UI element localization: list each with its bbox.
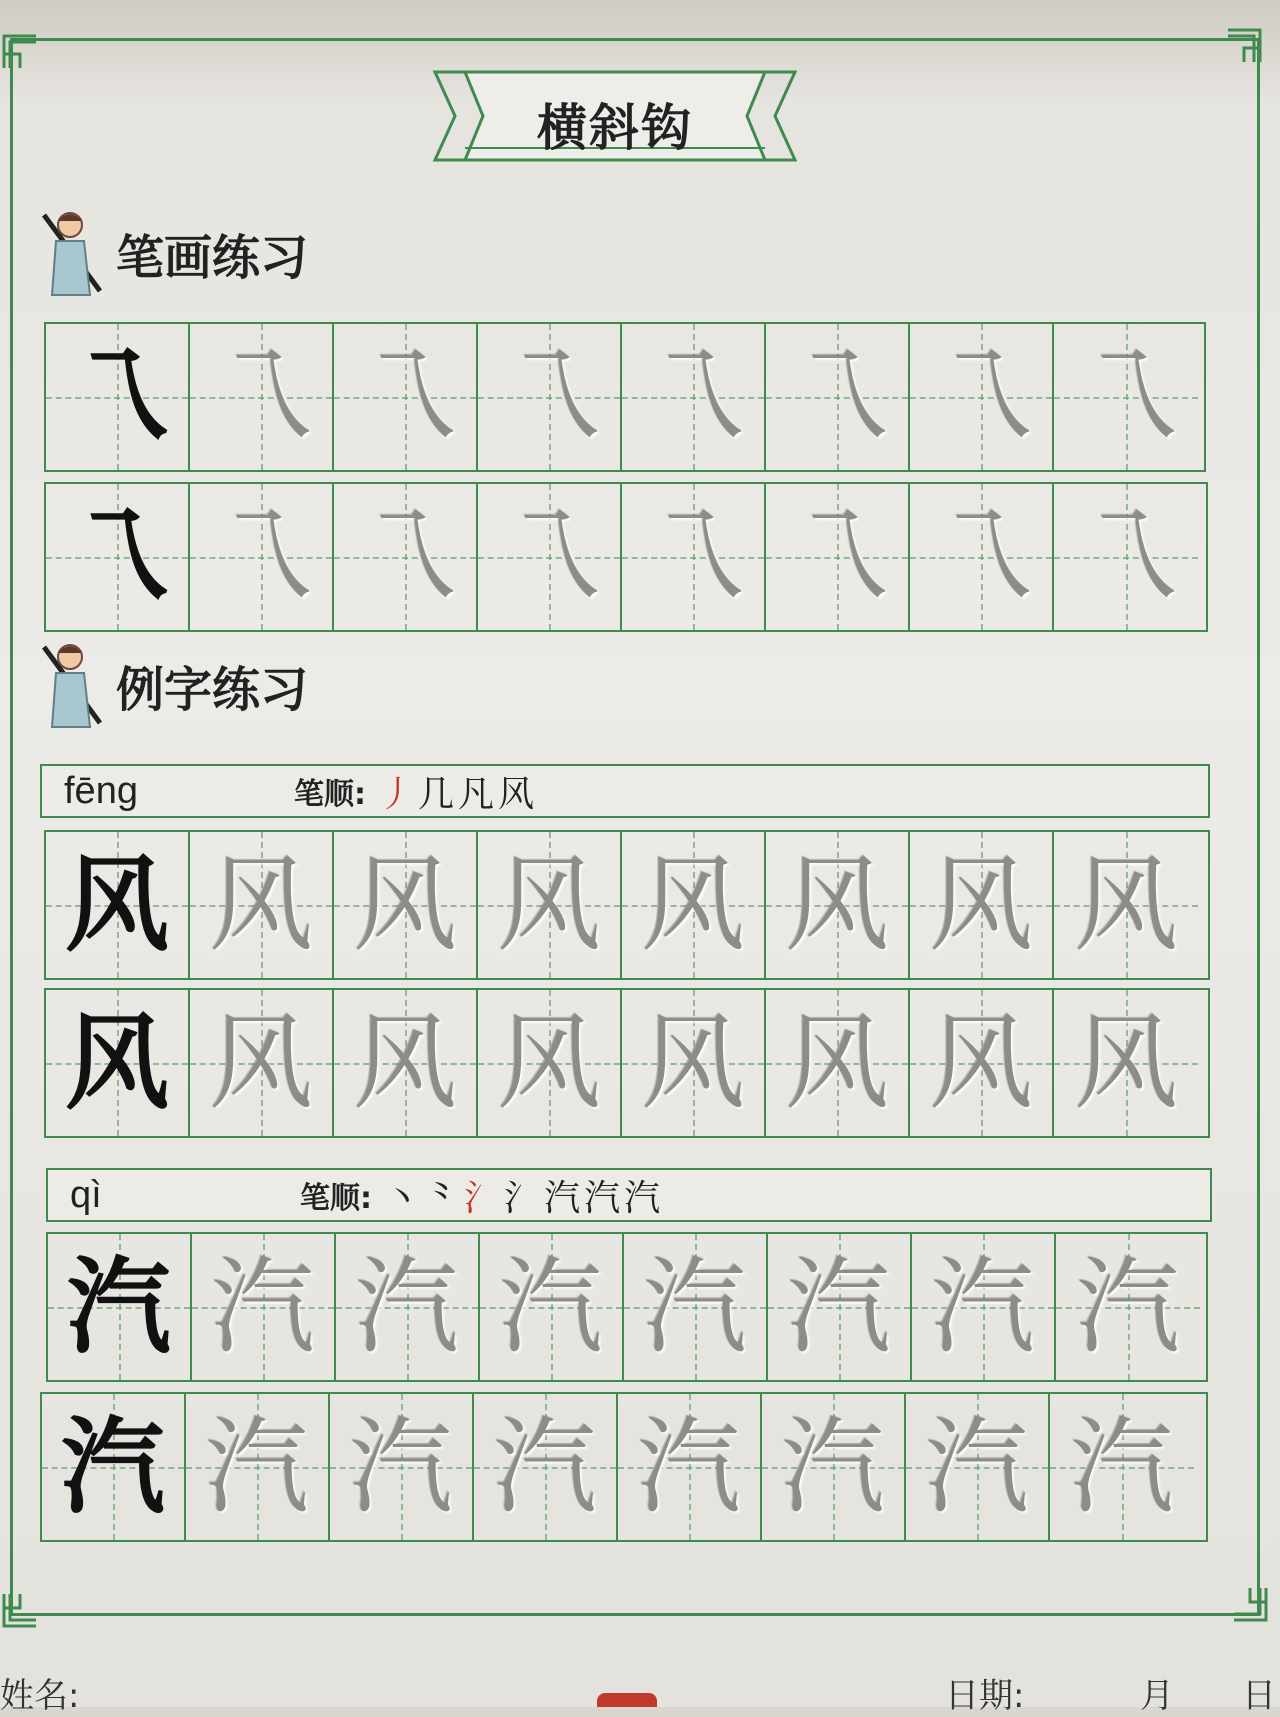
trace-cell[interactable] [190,832,334,978]
trace-cell[interactable] [910,324,1054,470]
trace-character: 乁 [208,336,313,458]
trace-character: 乁 [496,496,601,618]
practice-row [44,830,1210,980]
page-title: 横斜钩 [537,99,693,157]
trace-character: 风 [640,844,745,966]
trace-cell[interactable] [334,832,478,978]
stroke-step: ⺀ [424,1177,461,1219]
practice-row [44,988,1210,1138]
scholar-with-brush-icon [40,207,112,299]
trace-cell[interactable] [478,484,622,630]
trace-cell[interactable] [336,1234,480,1380]
model-character: 风 [64,1001,169,1124]
trace-character: 风 [208,844,313,966]
model-character: 汽 [60,1405,165,1528]
trace-character: 乁 [352,496,457,618]
trace-cell[interactable] [186,1394,330,1540]
trace-cell[interactable] [622,324,766,470]
trace-character: 汽 [786,1246,891,1368]
trace-character: 风 [784,844,889,966]
trace-cell[interactable] [478,324,622,470]
model-character: 风 [64,843,169,966]
model-cell [46,484,190,630]
stroke-step: 汽 [624,1177,661,1219]
trace-character: 乁 [784,496,889,618]
stroke-order-label: 笔顺: [300,1181,372,1216]
trace-cell[interactable] [1054,832,1198,978]
trace-character: 汽 [204,1406,309,1528]
trace-character: 风 [928,1002,1033,1124]
trace-character: 乁 [928,496,1033,618]
day-label: 日 [1242,1676,1276,1716]
trace-character: 风 [496,1002,601,1124]
corner-ornament-icon [0,1590,44,1634]
trace-character: 风 [784,1002,889,1124]
model-cell [46,990,190,1136]
trace-character: 风 [1073,844,1178,966]
section-heading-example-practice [40,650,308,720]
trace-cell[interactable] [190,990,334,1136]
trace-character: 汽 [498,1246,603,1368]
model-cell [46,324,190,470]
trace-character: 汽 [210,1246,315,1368]
section-heading-stroke-practice [40,218,308,288]
trace-cell[interactable] [190,484,334,630]
trace-cell[interactable] [768,1234,912,1380]
stroke-step: 凡 [458,773,495,815]
stroke-step: 几 [418,773,455,815]
trace-character: 汽 [636,1406,741,1528]
trace-character: 乁 [208,496,313,618]
trace-character: 汽 [354,1246,459,1368]
trace-character: 汽 [1075,1246,1180,1368]
trace-cell[interactable] [912,1234,1056,1380]
trace-cell[interactable] [334,324,478,470]
trace-cell[interactable] [766,484,910,630]
trace-cell[interactable] [766,324,910,470]
trace-character: 风 [352,844,457,966]
scholar-with-brush-icon [40,639,112,731]
model-character: 乁 [64,495,169,618]
model-cell [42,1394,186,1540]
stroke-step: 汽 [584,1177,621,1219]
trace-cell[interactable] [766,990,910,1136]
practice-row [44,482,1208,632]
trace-character: 乁 [640,496,745,618]
trace-cell[interactable] [1056,1234,1200,1380]
trace-cell[interactable] [334,990,478,1136]
trace-cell[interactable] [1054,484,1198,630]
trace-cell[interactable] [334,484,478,630]
trace-character: 乁 [1073,336,1178,458]
trace-character: 汽 [492,1406,597,1528]
trace-character: 风 [352,1002,457,1124]
stroke-order-steps [378,766,538,817]
stroke-step: 氵 [504,1177,541,1219]
trace-cell[interactable] [480,1234,624,1380]
trace-cell[interactable] [762,1394,906,1540]
trace-character: 乁 [784,336,889,458]
practice-row [46,1232,1208,1382]
stroke-step: 丿 [378,773,415,815]
character-info-bar [40,764,1210,818]
trace-cell[interactable] [622,990,766,1136]
practice-row [44,322,1206,472]
trace-cell[interactable] [330,1394,474,1540]
trace-character: 汽 [930,1246,1035,1368]
trace-character: 汽 [1069,1406,1174,1528]
stroke-order-label: 笔顺: [294,777,366,812]
pinyin: qì [70,1173,102,1216]
trace-character: 风 [208,1002,313,1124]
trace-cell[interactable] [474,1394,618,1540]
corner-ornament-icon [0,28,44,72]
trace-cell[interactable] [766,832,910,978]
model-cell [48,1234,192,1380]
trace-cell[interactable] [622,832,766,978]
month-label: 月 [1140,1676,1174,1716]
trace-cell[interactable] [624,1234,768,1380]
model-character: 乁 [64,335,169,458]
practice-row [40,1392,1208,1542]
page-tab-marker [597,1693,657,1707]
trace-cell[interactable] [1050,1394,1194,1540]
section-title: 笔画练习 [116,229,309,286]
trace-cell[interactable] [1054,990,1198,1136]
stroke-step: 风 [498,773,535,815]
stroke-step: 氵 [464,1177,501,1219]
name-label: 姓名: [0,1676,80,1716]
stroke-step: 丶 [384,1177,421,1219]
section-title: 例字练习 [116,661,309,718]
character-info-bar [46,1168,1212,1222]
corner-ornament-icon [1226,1584,1270,1628]
model-cell [46,832,190,978]
trace-character: 风 [1073,1002,1178,1124]
trace-character: 乁 [352,336,457,458]
trace-character: 风 [496,844,601,966]
trace-cell[interactable] [910,832,1054,978]
trace-cell[interactable] [622,484,766,630]
trace-character: 风 [928,844,1033,966]
trace-cell[interactable] [478,990,622,1136]
trace-character: 乁 [640,336,745,458]
trace-cell[interactable] [910,484,1054,630]
date-label: 日期: [945,1676,1025,1716]
pinyin: fēng [64,769,138,812]
trace-cell[interactable] [1054,324,1198,470]
model-character: 汽 [66,1245,171,1368]
trace-cell[interactable] [478,832,622,978]
trace-character: 汽 [924,1406,1029,1528]
trace-character: 乁 [928,336,1033,458]
stroke-step: 汽 [544,1177,581,1219]
stroke-order-steps [384,1170,664,1221]
trace-character: 汽 [642,1246,747,1368]
trace-cell[interactable] [192,1234,336,1380]
trace-character: 汽 [780,1406,885,1528]
trace-cell[interactable] [618,1394,762,1540]
title-banner [425,68,805,164]
trace-cell[interactable] [906,1394,1050,1540]
trace-cell[interactable] [190,324,334,470]
trace-character: 汽 [348,1406,453,1528]
trace-cell[interactable] [910,990,1054,1136]
trace-character: 风 [640,1002,745,1124]
trace-character: 乁 [1073,496,1178,618]
trace-character: 乁 [496,336,601,458]
corner-ornament-icon [1220,22,1264,66]
